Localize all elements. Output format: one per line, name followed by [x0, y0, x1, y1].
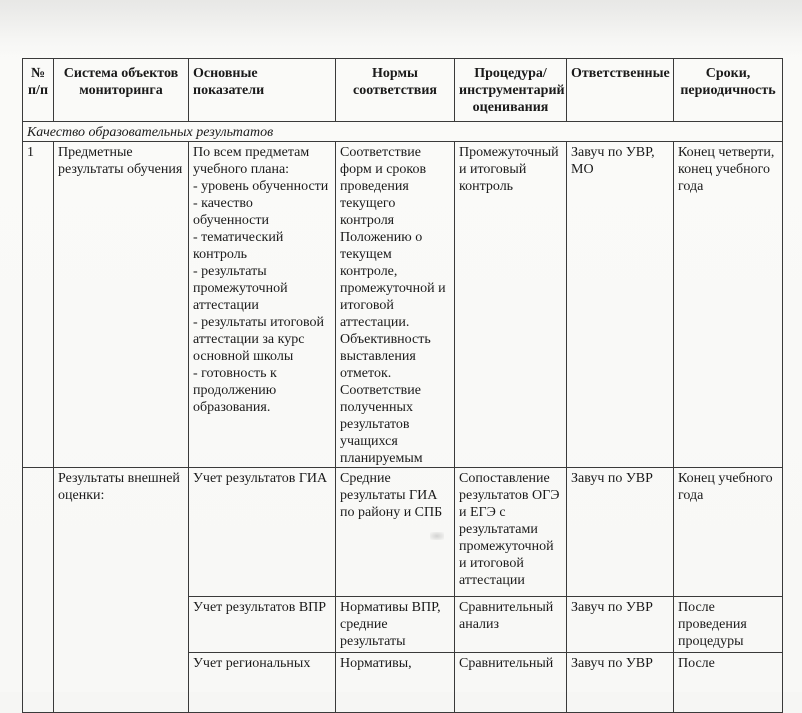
row-object: Результаты внешней оценки:	[54, 468, 189, 713]
row-indicators: Учет региональных	[189, 653, 336, 713]
row-period: После проведения процедуры	[674, 597, 783, 653]
row-indicators: Учет результатов ВПР	[189, 597, 336, 653]
row-procedure: Сравнительный анализ	[455, 597, 567, 653]
col-header-procedure: Процедура/ инструментарий оценивания	[455, 59, 567, 122]
row-norms: Средние результаты ГИА по району и СПБ	[336, 468, 455, 597]
row-num	[23, 468, 54, 713]
section-title: Качество образовательных результатов	[23, 122, 783, 142]
row-procedure: Промежуточный и итоговый контроль	[455, 142, 567, 468]
row-procedure: Сопоставление результатов ОГЭ и ЕГЭ с результатами промежуточной и итоговой аттестации	[455, 468, 567, 597]
row-object: Предметные результаты обучения	[54, 142, 189, 468]
row-responsible: Завуч по УВР	[567, 468, 674, 597]
scan-smudge	[430, 532, 444, 540]
row-responsible: Завуч по УВР, МО	[567, 142, 674, 468]
row-responsible: Завуч по УВР	[567, 653, 674, 713]
row-indicators: По всем предметам учебного плана: - уровень обученности - качество обученности - тематический контроль - результаты промежуточной аттестации - результаты итоговой аттестации за курс основной школы - готовность к продолжению образования.	[189, 142, 336, 468]
section-row	[23, 122, 783, 142]
row-num: 1	[23, 142, 54, 468]
row-norms: Соответствие форм и сроков проведения текущего контроля Положению о текущем контроле, промежуточной и итоговой аттестации. Объективность выставления отметок. Соответствие полученных результатов учащихся планируемым	[336, 142, 455, 468]
table-row	[23, 142, 783, 468]
scan-shadow	[0, 0, 802, 58]
table-row	[23, 468, 783, 597]
row-responsible: Завуч по УВР	[567, 597, 674, 653]
row-norms: Нормативы ВПР, средние результаты	[336, 597, 455, 653]
row-period: Конец четверти, конец учебного года	[674, 142, 783, 468]
row-indicators: Учет результатов ГИА	[189, 468, 336, 597]
header-row	[23, 59, 783, 122]
row-period: Конец учебного года	[674, 468, 783, 597]
monitoring-table	[22, 58, 783, 713]
row-norms: Нормативы,	[336, 653, 455, 713]
col-header-norms: Нормы соответствия	[336, 59, 455, 122]
row-period: После	[674, 653, 783, 713]
row-procedure: Сравнительный	[455, 653, 567, 713]
col-header-responsible: Ответственные	[567, 59, 674, 122]
col-header-num: № п/п	[23, 59, 54, 122]
col-header-indicators: Основные показатели	[189, 59, 336, 122]
col-header-object: Система объектов мониторинга	[54, 59, 189, 122]
col-header-period: Сроки, периодичность	[674, 59, 783, 122]
